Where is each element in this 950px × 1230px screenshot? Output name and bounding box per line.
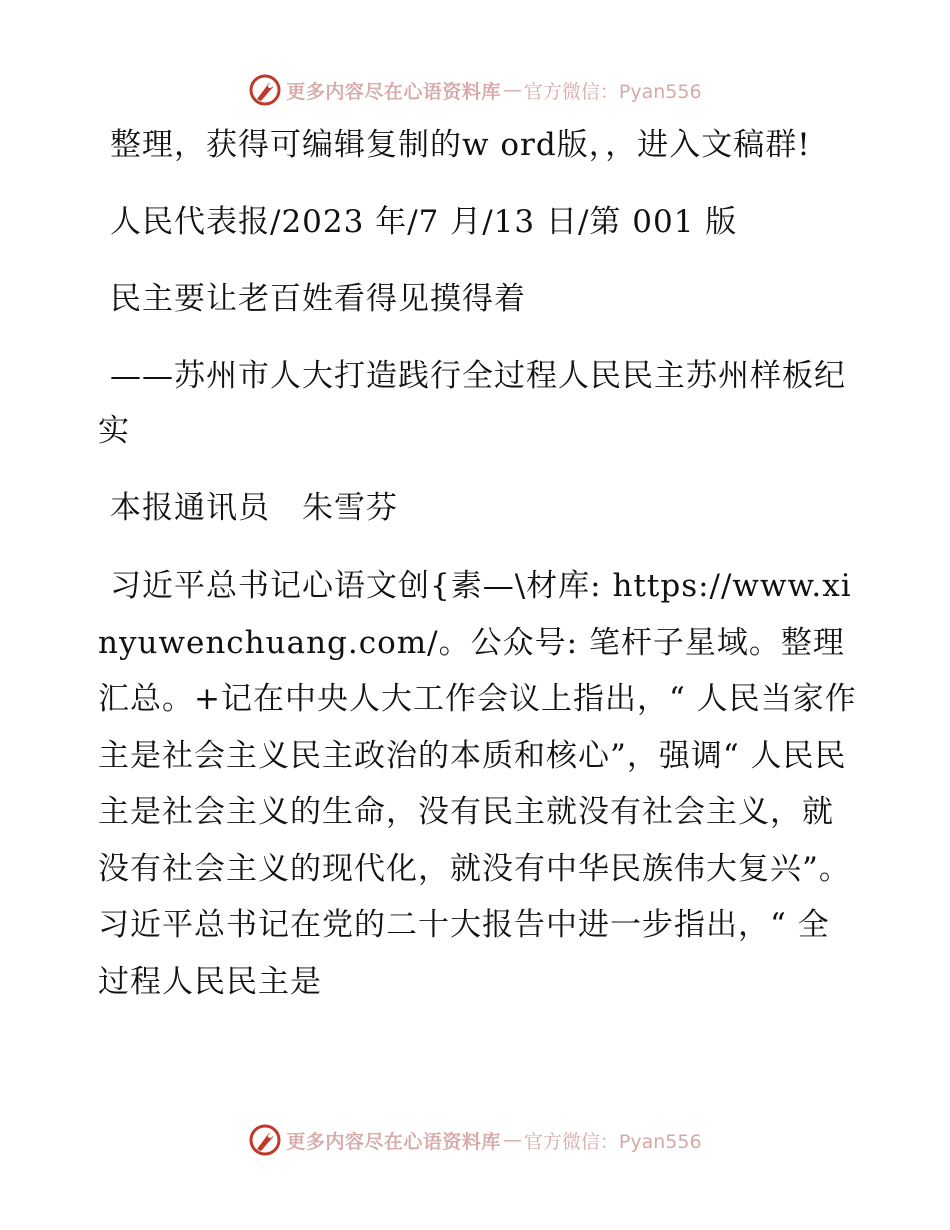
subheadline: ——苏州市人大打造践行全过程人民民主苏州样板纪实 [98, 358, 846, 449]
watermark-contact: 官方微信：Pyan556 [523, 1130, 702, 1153]
byline: 本报通讯员 朱雪芬 [110, 490, 398, 526]
watermark-separator: — [502, 1129, 522, 1151]
pen-nib-logo-icon [248, 1123, 282, 1157]
watermark-contact: 官方微信：Pyan556 [523, 80, 702, 103]
document-body [98, 118, 858, 1032]
headline: 民主要让老百姓看得见摸得着 [110, 281, 526, 317]
pen-nib-logo-icon [248, 73, 282, 107]
intro-paragraph: 整理，获得可编辑复制的w ord版，，进入文稿群! [110, 127, 811, 163]
watermark-banner-top [0, 70, 950, 110]
watermark-text: 更多内容尽在心语资料库 [286, 1130, 501, 1153]
watermark-separator: — [502, 79, 522, 101]
watermark-text: 更多内容尽在心语资料库 [286, 80, 501, 103]
source-line: 人民代表报/2023 年/7 月/13 日/第 001 版 [110, 204, 738, 240]
watermark-banner-bottom [0, 1120, 950, 1160]
body-paragraph: 习近平总书记心语文创{素—\材库: https://www.xinyuwenchuang.com/。公众号: 笔杆子星域。整理汇总。+记在中央人大工作会议上指出，“ 人民当家作主是社会主义民主政治的本质和核心”，强调“ 人民民主是社会主义的生命，没有民主就没有社会主义，就没有社会主义的现代化，就没有中华民族伟大复兴”。习近平总书记在党的二十大报告中进一步指出，“ 全过程人民民主是 [98, 568, 857, 1000]
